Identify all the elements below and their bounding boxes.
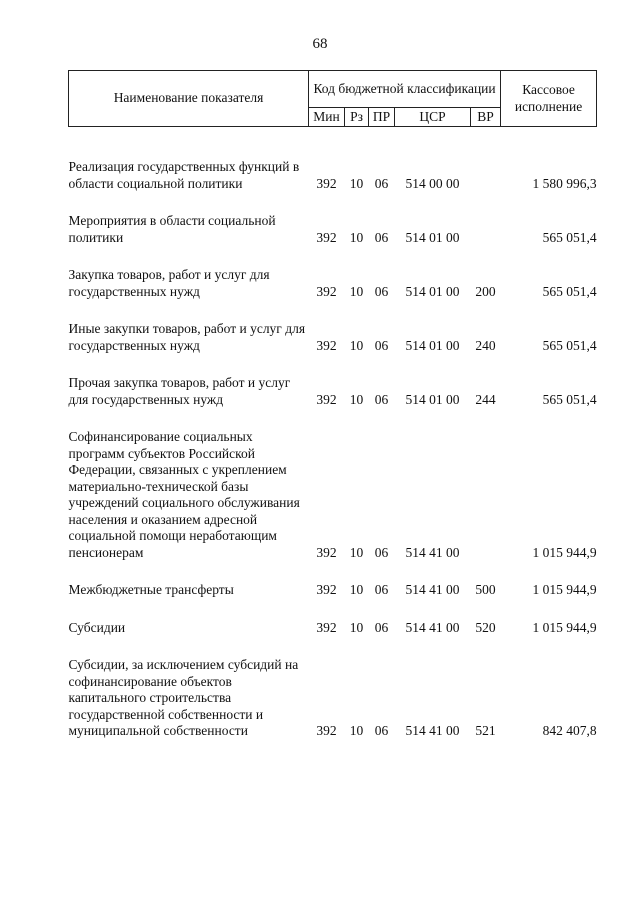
row-csr: 514 41 00 <box>405 544 460 560</box>
row-min: 392 <box>316 283 337 299</box>
row-pr: 06 <box>374 723 389 738</box>
row-csr: 514 01 00 <box>405 283 460 299</box>
table-row <box>69 429 597 561</box>
header-col-rz: Рз <box>345 108 369 127</box>
row-vr: 200 <box>475 283 496 299</box>
row-amount: 565 051,4 <box>542 229 597 245</box>
row-csr: 514 01 00 <box>405 229 460 245</box>
header-amount: Кассовое исполнение <box>501 71 597 127</box>
row-name: Реализация государственных функций в области социальной политики <box>68 159 300 191</box>
table-row <box>69 159 597 192</box>
table-body <box>69 127 597 740</box>
row-min: 392 <box>316 723 337 738</box>
header-code-group: Код бюджетной классификации <box>309 71 501 108</box>
table-row <box>69 582 597 599</box>
row-min: 392 <box>316 337 337 353</box>
row-rz: 10 <box>349 337 364 353</box>
page-number: 68 <box>312 36 328 52</box>
row-name: Иные закупки товаров, работ и услуг для государственных нужд <box>68 321 306 353</box>
row-rz: 10 <box>349 619 364 635</box>
row-min: 392 <box>316 582 337 597</box>
row-name: Прочая закупка товаров, работ и услуг для государственных нужд <box>68 375 291 407</box>
row-csr: 514 01 00 <box>405 337 460 353</box>
row-vr: 520 <box>475 619 496 635</box>
row-name: Закупка товаров, работ и услуг для государственных нужд <box>68 267 270 299</box>
table-row <box>69 620 597 637</box>
row-vr <box>471 213 501 246</box>
row-rz: 10 <box>349 582 364 597</box>
table-row <box>69 657 597 740</box>
row-pr: 06 <box>374 544 389 560</box>
row-csr: 514 41 00 <box>405 582 460 597</box>
row-vr: 244 <box>475 391 496 407</box>
row-rz: 10 <box>349 283 364 299</box>
row-amount: 1 580 996,3 <box>532 175 597 191</box>
header-col-vr: ВР <box>471 108 501 127</box>
row-amount: 842 407,8 <box>542 723 597 738</box>
row-min: 392 <box>316 391 337 407</box>
row-csr: 514 01 00 <box>405 391 460 407</box>
row-pr: 06 <box>374 337 389 353</box>
row-csr: 514 00 00 <box>405 175 460 191</box>
row-amount: 1 015 944,9 <box>532 544 597 560</box>
row-amount: 1 015 944,9 <box>532 582 597 597</box>
row-amount: 565 051,4 <box>542 283 597 299</box>
row-name: Субсидии <box>68 619 126 635</box>
row-name: Субсидии, за исключением субсидий на софинансирование объектов капитального строительства государственной собственности и муниципальной собственности <box>68 657 299 738</box>
row-vr <box>471 159 501 192</box>
row-min: 392 <box>316 619 337 635</box>
row-min: 392 <box>316 229 337 245</box>
table-row <box>69 267 597 300</box>
row-rz: 10 <box>349 723 364 738</box>
row-vr <box>471 429 501 561</box>
row-csr: 514 41 00 <box>405 723 460 738</box>
row-vr: 500 <box>475 582 496 597</box>
row-pr: 06 <box>374 175 389 191</box>
row-rz: 10 <box>349 229 364 245</box>
row-rz: 10 <box>349 175 364 191</box>
row-min: 392 <box>316 544 337 560</box>
table-row <box>69 213 597 246</box>
row-pr: 06 <box>374 283 389 299</box>
row-rz: 10 <box>349 544 364 560</box>
row-name: Мероприятия в области социальной политики <box>68 213 276 245</box>
row-pr: 06 <box>374 582 389 597</box>
row-pr: 06 <box>374 619 389 635</box>
row-pr: 06 <box>374 229 389 245</box>
row-amount: 1 015 944,9 <box>532 619 597 635</box>
row-amount: 565 051,4 <box>542 391 597 407</box>
row-min: 392 <box>316 175 337 191</box>
header-col-pr: ПР <box>369 108 395 127</box>
table-row <box>69 375 597 408</box>
row-name: Межбюджетные трансферты <box>68 582 234 597</box>
row-name: Софинансирование социальных программ субъектов Российской Федерации, связанных с укреплением материально-технической базы учреждений социального обслуживания населения и оказанием адресной социальной помощи неработающим пенсионерам <box>68 429 300 560</box>
row-amount: 565 051,4 <box>542 337 597 353</box>
row-vr: 240 <box>475 337 496 353</box>
header-col-min: Мин <box>309 108 345 127</box>
row-rz: 10 <box>349 391 364 407</box>
row-csr: 514 41 00 <box>405 619 460 635</box>
row-pr: 06 <box>374 391 389 407</box>
table-row <box>69 321 597 354</box>
header-name: Наименование показателя <box>69 71 309 127</box>
budget-table <box>68 70 597 740</box>
row-vr: 521 <box>475 723 496 738</box>
header-col-csr: ЦСР <box>395 108 471 127</box>
